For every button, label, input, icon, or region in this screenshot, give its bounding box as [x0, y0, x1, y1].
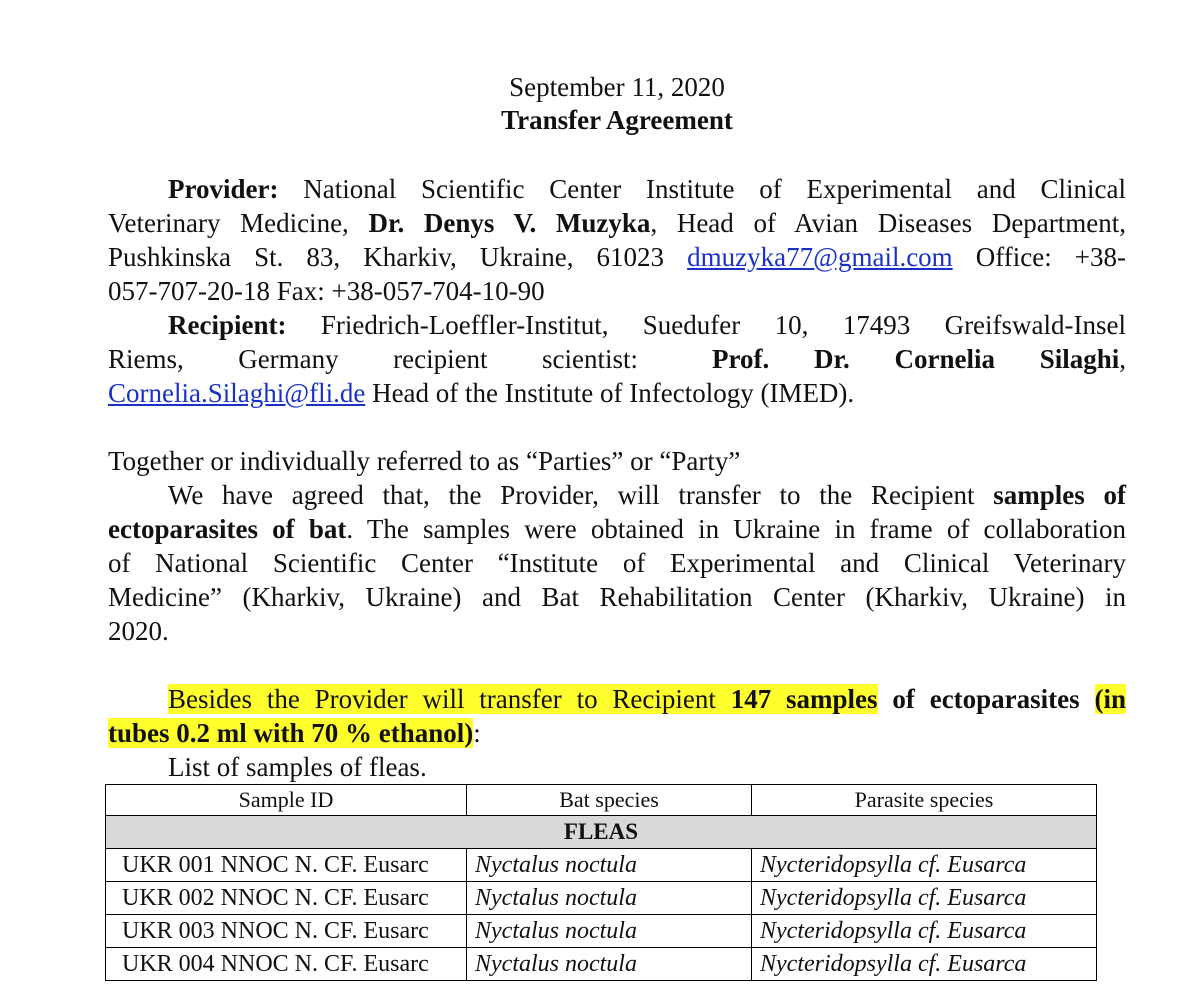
agreement-line-3: of National Scientific Center “Institute of Experimental and Clinical Veterinary [108, 548, 1126, 578]
cell-parasite-species: Nycteridopsylla cf. Eusarca [752, 948, 1097, 981]
recipient-name: Prof. Dr. Cornelia Silaghi [711, 344, 1120, 374]
table-row [106, 849, 1097, 882]
cell-parasite-species: Nycteridopsylla cf. Eusarca [752, 882, 1097, 915]
cell-bat-species: Nyctalus noctula [467, 849, 752, 882]
header-sample-id: Sample ID [106, 785, 467, 816]
cell-sample-id: UKR 003 NNOC N. CF. Eusarc [106, 915, 467, 948]
cell-sample-id: UKR 004 NNOC N. CF. Eusarc [106, 948, 467, 981]
header-parasite-species: Parasite species [752, 785, 1097, 816]
group-label-fleas: FLEAS [106, 816, 1097, 849]
recipient-line-1: Recipient: Friedrich-Loeffler-Institut, Suedufer 10, 17493 Greifswald-Insel [168, 310, 1127, 340]
samples-table [105, 784, 1097, 981]
cell-sample-id: UKR 002 NNOC N. CF. Eusarc [106, 882, 467, 915]
document-date: September 11, 2020 [509, 72, 725, 102]
provider-email-link[interactable]: dmuzyka77@gmail.com [687, 242, 953, 272]
provider-line-1: Provider: National Scientific Center Institute of Experimental and Clinical [168, 174, 1126, 204]
provider-label: Provider: [168, 174, 279, 204]
table-header-row [106, 785, 1097, 816]
cell-parasite-species: Nycteridopsylla cf. Eusarca [752, 915, 1097, 948]
besides-line-1: Besides the Provider will transfer to Recipient 147 samples of ectoparasites (in [168, 684, 1127, 714]
besides-line-2: tubes 0.2 ml with 70 % ethanol): [108, 718, 481, 748]
recipient-email-link[interactable]: Cornelia.Silaghi@fli.de [108, 378, 366, 408]
table-group-row [106, 816, 1097, 849]
cell-sample-id: UKR 001 NNOC N. CF. Eusarc [106, 849, 467, 882]
table-row [106, 948, 1097, 981]
recipient-line-3: Cornelia.Silaghi@fli.de Head of the Institute of Infectology (IMED). [108, 378, 855, 408]
recipient-line-2-text: Riems, Germany recipient scientist: [108, 344, 638, 374]
cell-bat-species: Nyctalus noctula [467, 915, 752, 948]
provider-line-2: Veterinary Medicine, Dr. Denys V. Muzyka, Head of Avian Diseases Department, [108, 208, 1127, 238]
agreement-line-5: 2020. [108, 616, 169, 646]
cell-bat-species: Nyctalus noctula [467, 948, 752, 981]
agreement-line-1: We have agreed that, the Provider, will transfer to the Recipient samples of [168, 480, 1126, 510]
cell-parasite-species: Nycteridopsylla cf. Eusarca [752, 849, 1097, 882]
agreement-line-4: Medicine” (Kharkiv, Ukraine) and Bat Rehabilitation Center (Kharkiv, Ukraine) in [108, 582, 1126, 612]
table-row [106, 882, 1097, 915]
table-row [106, 915, 1097, 948]
parties-line: Together or individually referred to as “Parties” or “Party” [108, 446, 741, 476]
document-title: Transfer Agreement [501, 105, 733, 135]
provider-line-4: 057-707-20-18 Fax: +38-057-704-10-90 [108, 276, 545, 306]
recipient-line-2: Riems, Germany recipient scientist: Prof. Dr. Cornelia Silaghi, [108, 344, 1126, 374]
list-caption: List of samples of fleas. [168, 752, 427, 782]
header-bat-species: Bat species [467, 785, 752, 816]
agreement-line-2: ectoparasites of bat. The samples were obtained in Ukraine in frame of collaboration [108, 514, 1126, 544]
provider-line-3: Pushkinska St. 83, Kharkiv, Ukraine, 61023 dmuzyka77@gmail.com Office: +38- [108, 242, 1127, 272]
cell-bat-species: Nyctalus noctula [467, 882, 752, 915]
recipient-label: Recipient: [168, 310, 287, 340]
provider-name: Dr. Denys V. Muzyka [368, 208, 651, 238]
